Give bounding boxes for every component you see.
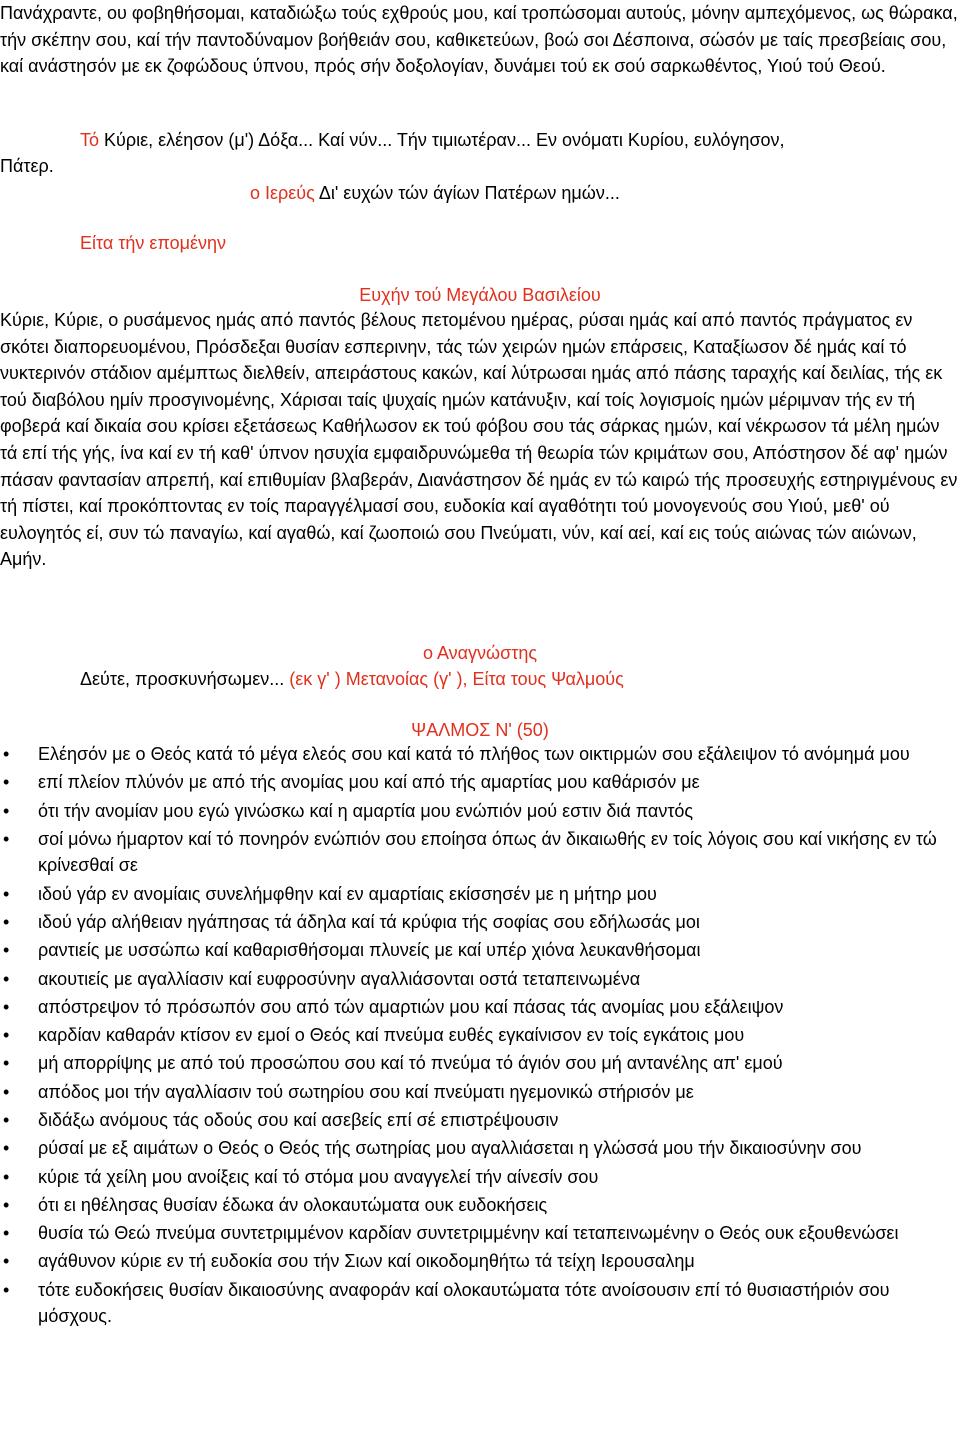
bullet-icon: • [3, 772, 10, 793]
psalm-verse-text: καρδίαν καθαράν κτίσον εν εμοί ο Θεός καί πνεύμα ευθές εγκαίνισον εν τοίς εγκάτοις μου [38, 1025, 745, 1046]
bullet-icon: • [3, 1223, 10, 1244]
psalm-verse [0, 1107, 960, 1134]
psalm-verse-text: ιδού γάρ εν ανομίαις συνελήμφθην καί εν αμαρτίαις εκίσσησέν με η μήτηρ μου [38, 883, 657, 904]
psalm-verse-text: σοί μόνω ήμαρτον καί τό πονηρόν ενώπιόν σου εποίησα όπως άν δικαιωθής εν τοίς λόγοις σου καί νικήσης εν τώ κρίνεσθαί σε [38, 828, 937, 876]
bullet-icon: • [3, 912, 10, 932]
psalm-verse [0, 1248, 960, 1275]
psalm-verse [0, 798, 960, 825]
rubric-kyrie: Κύριε, ελέησον (μ') [104, 130, 255, 150]
psalm-verse [0, 826, 960, 879]
bullet-icon: • [3, 1081, 10, 1102]
psalm-verse-text: διδάξω ανόμους τάς οδούς σου καί ασεβείς επί σέ επιστρέψουσιν [38, 1109, 559, 1130]
psalm-verse-text: απόστρεψον τό πρόσωπόν σου από τών αμαρτιών μου καί πάσας τάς ανομίας μου εξάλειψον [38, 996, 784, 1017]
prayer-title: Ευχήν τού Μεγάλου Βασιλείου [359, 285, 601, 305]
psalm-verse [0, 1135, 960, 1162]
psalm-verse [0, 994, 960, 1021]
priest-line [250, 180, 960, 207]
come-text: Δεύτε, προσκυνήσωμεν... [80, 669, 285, 689]
psalm-verse-text: ραντιείς με υσσώπω καί καθαρισθήσομαι πλυνείς με καί υπέρ χιόνα λευκανθήσομαι [38, 940, 701, 961]
bullet-icon: • [3, 1025, 10, 1046]
priest-text: Δι' ευχών τών άγίων Πατέρων ημών... [318, 183, 620, 203]
priest-label: ο Ιερεύς [250, 183, 315, 203]
bullet-icon: • [3, 1279, 10, 1300]
psalm-verse-text: απόδος μοι τήν αγαλλίασιν τού σωτηρίου σου καί πνεύματι ηγεμονικώ στήρισόν με [38, 1081, 694, 1102]
psalm-verse [0, 1050, 960, 1077]
bullet-icon: • [3, 744, 10, 764]
psalm-verse-text: ακουτιείς με αγαλλίασιν καί ευφροσύνην αγαλλιάσονται οστά τεταπεινωμένα [38, 968, 641, 989]
psalm-verse-text: τότε ευδοκήσεις θυσίαν δικαιοσύνης αναφοράν καί ολοκαυτώματα τότε ανοίσουσιν επί τό θυσιαστήριόν σου μόσχους. [38, 1279, 890, 1327]
psalm-verse [0, 909, 960, 936]
psalm-verse-text: ότι ει ηθέλησας θυσίαν έδωκα άν ολοκαυτώματα ουκ ευδοκήσεις [38, 1194, 548, 1215]
psalm-verse-text: αγάθυνον κύριε εν τή ευδοκία σου τήν Σιων καί οικοδομηθήτω τά τείχη Ιερουσαλημ [38, 1251, 695, 1272]
bullet-icon: • [3, 800, 10, 821]
psalm-verse [0, 1277, 960, 1330]
come-line [80, 666, 960, 693]
psalm-verse-text: κύριε τά χείλη μου ανοίξεις καί τό στόμα μου αναγγελεί τήν αίνεσίν σου [38, 1166, 599, 1187]
pater-line: Πάτερ. [0, 156, 54, 176]
intro-paragraph: Πανάχραντε, ου φοβηθήσομαι, καταδιώξω τούς εχθρούς μου, καί τροπώσομαι αυτούς, μόνην αμπεχόμενος, ως θώρακα, τήν σκέπην σου, καί τήν παντοδύναμον βοήθειάν σου, καθικετεύων, βοώ σοι Δέσποινα, σώσόν με ταίς πρεσβείαις σου, καί ανάστησόν με εκ ζοφώδους ύπνου, πρός σήν δοξολογίαν, δυνάμει τού εκ σού σαρκωθέντος, Υιού τού Θεού. [0, 3, 958, 77]
rubric-doxa: Δόξα... Καί νύν... Τήν τιμιωτέραν... Εν ονόματι Κυρίου, ευλόγησον, [258, 130, 785, 150]
then-next-line: Είτα τήν επομένην [80, 233, 226, 253]
psalm-verse [0, 1022, 960, 1049]
bullet-icon: • [3, 1138, 10, 1159]
psalm-verse [0, 1079, 960, 1106]
bullet-icon: • [3, 968, 10, 989]
bullet-icon: • [3, 996, 10, 1017]
bullet-icon: • [3, 1166, 10, 1187]
bullet-icon: • [3, 1251, 10, 1272]
psalm-title: ΨΑΛΜΟΣ Ν' (50) [411, 720, 549, 740]
reader-label: ο Αναγνώστης [422, 643, 538, 663]
rubric-line [80, 127, 960, 154]
rubric-to: Τό [80, 130, 100, 150]
bullet-icon: • [3, 1109, 10, 1130]
psalm-verse [0, 1164, 960, 1191]
psalm-verse [0, 1192, 960, 1219]
psalm-verse-text: Ελέησόν με ο Θεός κατά τό μέγα ελεός σου καί κατά τό πλήθος των οικτιρμών σου εξάλειψον τό ανόμημά μου [38, 744, 910, 764]
psalm-verse [0, 966, 960, 993]
bullet-icon: • [3, 1194, 10, 1215]
psalm-verse-text: θυσία τώ Θεώ πνεύμα συντετριμμένον καρδίαν συντετριμμένην καί τεταπεινωμένην ο Θεός ουκ εξουθενώσει [38, 1223, 899, 1244]
psalm-verse-text: ιδού γάρ αλήθειαν ηγάπησας τά άδηλα καί τά κρύφια τής σοφίας σου εδήλωσάς μοι [38, 912, 700, 932]
bullet-icon: • [3, 883, 10, 904]
come-rubric: (εκ γ' ) Μετανοίας (γ' ), Είτα τους Ψαλμούς [289, 669, 624, 689]
psalm-verse [0, 937, 960, 964]
bullet-icon: • [3, 1053, 10, 1074]
psalm-verse [0, 741, 960, 768]
psalm-verse [0, 769, 960, 796]
psalm-verse [0, 881, 960, 908]
psalm-verse-text: ότι τήν ανομίαν μου εγώ γινώσκω καί η αμαρτία μου ενώπιόν μού εστιν διά παντός [38, 800, 694, 821]
psalm-verse-text: επί πλείον πλύνόν με από τής ανομίας μου καί από τής αμαρτίας μου καθάρισόν με [38, 772, 700, 793]
prayer-text: Κύριε, Κύριε, ο ρυσάμενος ημάς από παντός βέλους πετομένου ημέρας, ρύσαι ημάς καί από παντός πράγματος εν σκότει διαπορευομένου, Πρόσδεξαι θυσίαν εσπερινην, τάς τών χειρών ημών επάρσεις, Καταξίωσον δέ ημάς καί τό νυκτερινόν στάδιον αμέμπτως διελθείν, απειράστους κακών, καί λύτρωσαι ημάς από πάσης ταραχής καί δειλίας, τής εκ τού διαβόλου ημίν προσγινομένης, Χάρισαι ταίς ψυχαίς ημών κατάνυξιν, καί τοίς λογισμοίς ημών μέριμναν τής εν τή φοβερά καί δικαία σου κρίσει εξετάσεως Καθήλωσον εκ τού φόβου σου τάς σάρκας ημών, καί νέκρωσον τά μέλη ημών τά επί τής γής, ίνα καί εν τή καθ' ύπνον ησυχία εμφαιδρυνώμεθα τή θεωρία τών κριμάτων σου, Απόστησον δέ αφ' ημών πάσαν φαντασίαν απρεπή, καί επιθυμίαν βλαβεράν, Διανάστησον δέ ημάς εν τώ καιρώ τής προσευχής εστηριγμένους εν τή πίστει, καί προκόπτοντας εν τοίς παραγγέλμασί σου, ευδοκία καί αγαθότητι τού μονογενούς σου Υιού, μεθ' ού ευλογητός εί, συν τώ παναγίω, καί αγαθώ, καί ζωοποιώ σου Πνεύματι, νύν, καί αεί, καί εις τούς αιώνας τών αιώνων, Αμήν. [0, 310, 958, 570]
psalm-verse-text: μή απορρίψης με από τού προσώπου σου καί τό πνεύμα τό άγιόν σου μή αντανέλης απ' εμού [38, 1053, 783, 1074]
psalm-verse-text: ρύσαί με εξ αιμάτων ο Θεός ο Θεός τής σωτηρίας μου αγαλλιάσεται η γλώσσά μου τήν δικαιοσύνην σου [38, 1138, 862, 1159]
psalm-verse-list [0, 741, 960, 1332]
bullet-icon: • [3, 828, 10, 849]
psalm-verse [0, 1220, 960, 1247]
bullet-icon: • [3, 940, 10, 961]
